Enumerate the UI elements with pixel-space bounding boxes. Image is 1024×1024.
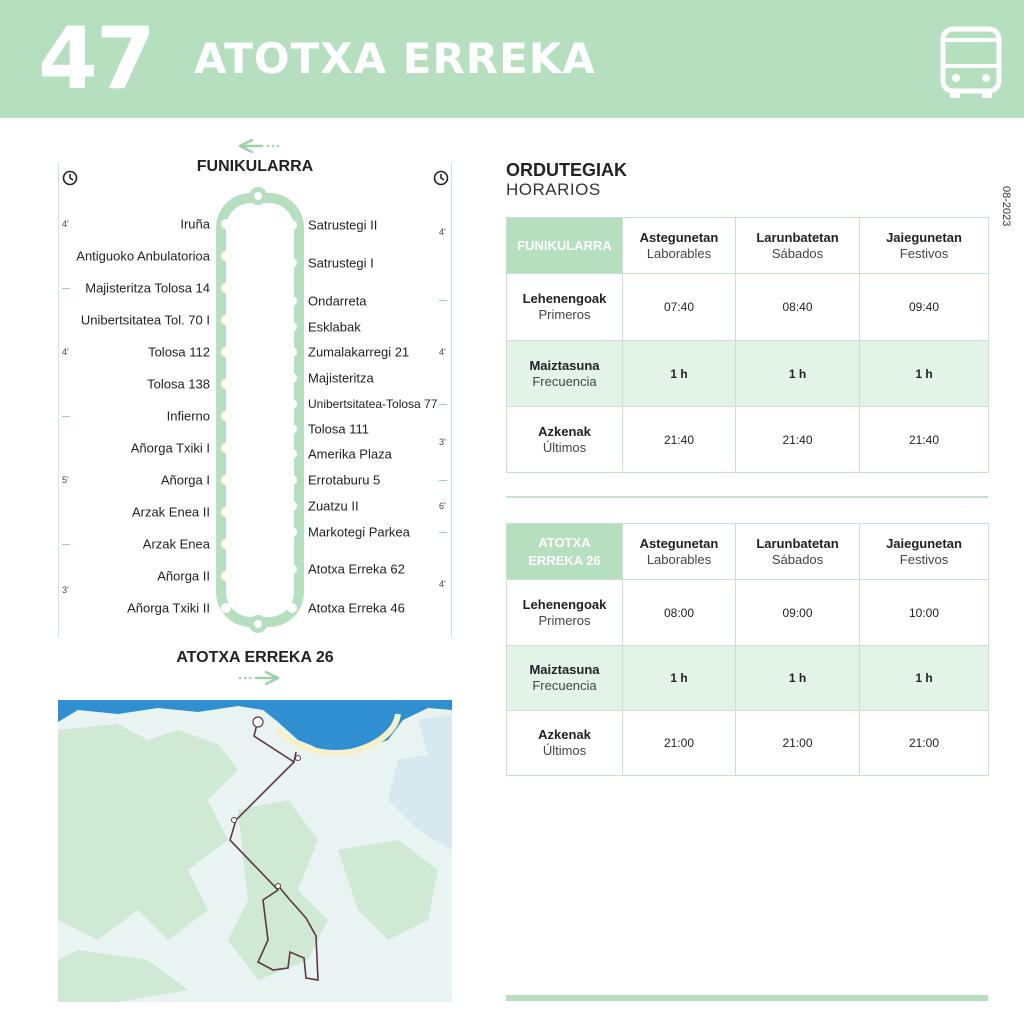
time-cell: 21:00 [623,711,736,776]
time-cell: 21:40 [623,407,736,473]
table-direction-header: FUNIKULARRA [507,218,623,274]
travel-time: 4' [62,219,69,229]
time-divider [439,532,447,533]
row-header: Maiztasuna Frecuencia [507,341,623,407]
time-cell: 1 h [736,646,860,711]
stop-dot [221,603,231,613]
time-cell: 07:40 [623,274,736,341]
time-cell: 1 h [860,341,989,407]
direction-arrow-left-icon [240,140,279,152]
stop-right: Zuatzu II [308,498,359,514]
schedule-table-funikularra [506,217,989,473]
clock-icon [62,170,78,186]
stop-dot [287,527,297,537]
stop-left: Añorga II [157,568,210,584]
travel-time: 4' [439,579,446,589]
row-header: Azkenak Últimos [507,407,623,473]
time-cell: 09:40 [860,274,989,341]
time-cell: 1 h [736,341,860,407]
stop-left: Tolosa 112 [148,344,210,360]
stop-right: Ondarreta [308,293,367,309]
section-divider [506,496,988,498]
stop-dot [287,564,297,574]
stop-dot [287,424,297,434]
stop-left: Infierno [166,408,210,424]
direction-arrow-right-icon [239,672,278,684]
stop-dot [287,220,297,230]
stop-left: Añorga I [160,472,210,488]
time-cell: 21:40 [736,407,860,473]
day-header: Larunbatetan Sábados [736,218,860,274]
row-header: Lehenengoak Primeros [507,274,623,341]
travel-time: 3' [62,585,69,595]
stop-right: Errotaburu 5 [308,472,381,488]
stop-left: Majisteritza Tolosa 14 [85,280,210,296]
top-terminal-label: FUNIKULARRA [196,158,314,175]
stop-dot [221,219,231,229]
line-number: 47 [38,9,154,109]
stop-right: Esklabak [308,319,361,335]
table-row [507,407,989,473]
travel-time: 4' [439,347,446,357]
time-divider [62,288,70,289]
schedule-table-atotxa-erreka [506,523,989,776]
stop-left: Antiguoko Anbulatorioa [76,248,210,264]
row-header: Maiztasuna Frecuencia [507,646,623,711]
stop-dot [221,315,231,325]
travel-time: 4' [62,347,69,357]
time-divider [62,416,70,417]
travel-time: 6' [439,501,446,511]
time-divider [439,480,447,481]
time-divider [439,404,447,405]
stop-right: Majisteritza [308,370,374,386]
stop-dot [287,399,297,409]
stop-dot [221,571,231,581]
day-header: Jaiegunetan Festivos [860,218,989,274]
stop-right: Unibertsitatea-Tolosa 77 [308,397,438,411]
time-cell: 10:00 [860,580,989,646]
table-row [507,341,989,407]
row-header: Azkenak Últimos [507,711,623,776]
stop-left: Añorga Txiki II [127,600,210,616]
stop-dot [287,347,297,357]
stop-right: Atotxa Erreka 46 [308,600,405,616]
stop-left: Añorga Txiki I [130,440,210,456]
stop-dot [221,379,231,389]
stop-dot [221,443,231,453]
travel-time: 3' [439,437,446,447]
table-row [507,711,989,776]
time-cell: 08:00 [623,580,736,646]
stop-dot [287,373,297,383]
stop-right: Markotegi Parkea [308,524,410,540]
stop-dot [287,449,297,459]
time-cell: 21:00 [860,711,989,776]
time-cell: 21:00 [736,711,860,776]
schedule-subtitle: HORARIOS [506,180,601,199]
table-row [507,646,989,711]
day-header: Astegunetan Laborables [623,218,736,274]
time-cell: 21:40 [860,407,989,473]
stop-dot [221,475,231,485]
time-cell: 1 h [623,646,736,711]
stop-dot [287,258,297,268]
travel-time: 5' [62,475,69,485]
stop-dot [287,603,297,613]
footer-bar [506,995,988,1001]
line-name: ATOTXA ERREKA [194,34,596,83]
clock-icon [433,170,449,186]
stop-right: Tolosa 111 [308,421,369,437]
route-map [58,700,452,1002]
day-header: Jaiegunetan Festivos [860,524,989,580]
time-cell: 1 h [860,646,989,711]
time-cell: 08:40 [736,274,860,341]
stop-dot [221,507,231,517]
travel-time: 4' [439,227,446,237]
table-direction-header: ATOTXA ERREKA 26 [507,524,623,580]
stop-dot [221,539,231,549]
time-divider [62,544,70,545]
time-divider [439,300,447,301]
time-cell: 1 h [623,341,736,407]
table-row [507,580,989,646]
stop-dot [287,475,297,485]
stop-right: Atotxa Erreka 62 [308,561,405,577]
row-header: Lehenengoak Primeros [507,580,623,646]
day-header: Larunbatetan Sábados [736,524,860,580]
stop-right: Satrustegi I [308,255,374,271]
stop-left: Arzak Enea [142,536,210,552]
stop-dot [287,296,297,306]
stop-right: Satrustegi II [308,217,378,233]
time-cell: 09:00 [736,580,860,646]
stop-dot [221,251,231,261]
table-row [507,274,989,341]
stop-right: Amerika Plaza [308,446,392,462]
schedule-title: ORDUTEGIAK [506,160,627,180]
stop-dot [287,501,297,511]
stop-left: Iruña [180,216,210,232]
stop-left: Arzak Enea II [131,504,210,520]
day-header: Astegunetan Laborables [623,524,736,580]
stop-left: Unibertsitatea Tol. 70 I [80,312,210,328]
stop-dot [221,347,231,357]
stop-dot [221,411,231,421]
stop-right: Zumalakarregi 21 [308,344,410,360]
bottom-terminal-label: ATOTXA ERREKA 26 [176,649,334,666]
stop-dot [221,283,231,293]
stop-dot [287,322,297,332]
stop-left: Tolosa 138 [147,376,210,392]
date-label: 08-2023 [1000,186,1012,227]
